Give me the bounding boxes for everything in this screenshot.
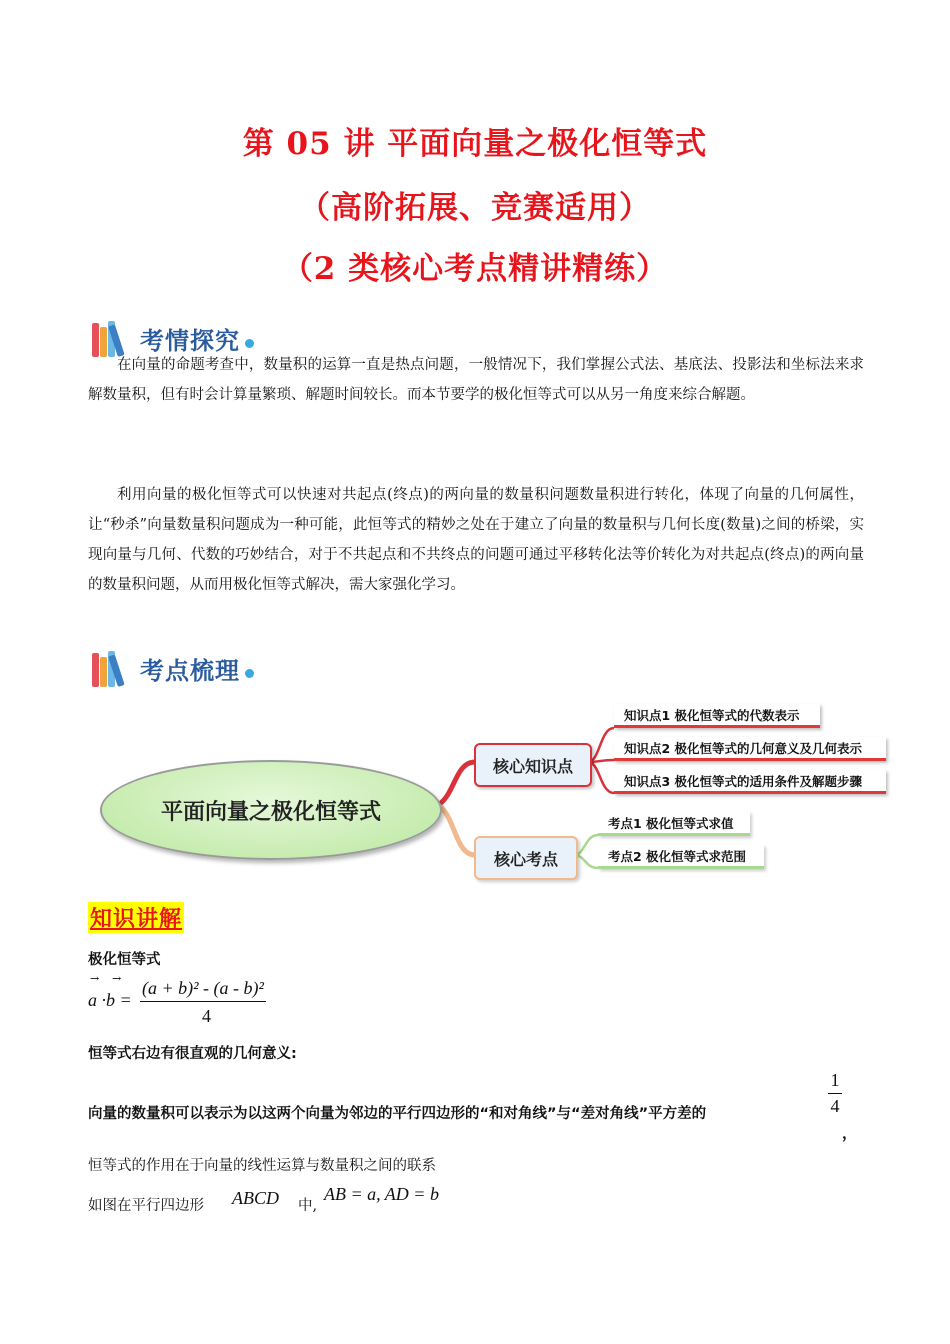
books-icon	[90, 649, 134, 687]
mindmap-branch-kaodian	[474, 836, 578, 880]
comma: ，	[842, 1124, 858, 1142]
mindmap-leaf: 考点1 极化恒等式求值	[598, 812, 750, 836]
mindmap-leaf: 知识点3 极化恒等式的适用条件及解题步骤	[614, 770, 886, 794]
dot-icon	[245, 669, 254, 678]
formula-heading: 极化恒等式	[88, 952, 161, 968]
knowledge-heading: 知识讲解	[88, 902, 184, 933]
mindmap-leaf: 知识点2 极化恒等式的几何意义及几何表示	[614, 737, 886, 761]
section-title-kaoqing: 考情探究	[140, 326, 240, 355]
fraction-one-quarter	[828, 1070, 842, 1117]
page-subtitle-2: （2 类核心考点精讲精练）	[281, 251, 669, 287]
mindmap-branch-knowledge-label: 核心知识点	[492, 756, 573, 776]
mindmap-root	[100, 760, 442, 860]
polarization-formula	[88, 972, 348, 1028]
example-condition: AB = a, AD = b	[324, 1184, 439, 1204]
intro-paragraph-1: 在向量的命题考查中，数量积的运算一直是热点问题，一般情况下，我们掌握公式法、基底法、投影法和坐标法来求解数量积，但有时会计算量繁琐、解题时间较长。而本节要学的极化恒等式可以从另一角度来综合解题。	[88, 357, 864, 403]
role-text: 恒等式的作用在于向量的线性运算与数量积之间的联系	[88, 1158, 436, 1174]
section-header-kaodian	[90, 646, 254, 690]
intro-paragraph-2: 利用向量的极化恒等式可以快速对共起点(终点)的两向量的数量积问题数量积进行转化，体现了向量的几何属性，让“秒杀”向量数量积问题成为一种可能，此恒等式的精妙之处在于建立了向量的数量积与几何长度(数量)之间的桥梁，实现向量与几何、代数的巧妙结合，对于不共起点和不共终点的问题可通过平移转化法等价转化为对共起点(终点)的两向量的数量积问题，从而用极化恒等式解决，需大家强化学习。	[88, 487, 864, 593]
vector-arrow-icon: →	[90, 972, 100, 985]
example-shape: ABCD	[232, 1188, 279, 1208]
mindmap-root-label: 平面向量之极化恒等式	[160, 799, 381, 825]
formula-denominator: 4	[202, 1006, 211, 1026]
mindmap-branch-knowledge	[474, 743, 592, 787]
page-title: 第 05 讲 平面向量之极化恒等式	[242, 126, 708, 162]
mindmap-leaf: 知识点1 极化恒等式的代数表示	[614, 704, 820, 728]
example-mid: 中,	[298, 1198, 318, 1214]
formula-left-side: a ·b =	[88, 990, 132, 1010]
section-title-kaodian: 考点梳理	[140, 656, 240, 685]
geometric-meaning-label: 恒等式右边有很直观的几何意义:	[88, 1046, 297, 1062]
example-prefix: 如图在平行四边形	[88, 1198, 204, 1214]
formula-numerator: (a + b)² - (a - b)²	[140, 978, 266, 1002]
mindmap-branch-kaodian-label: 核心考点	[493, 849, 558, 869]
fraction-numerator: 1	[830, 1070, 840, 1090]
dot-icon	[245, 339, 254, 348]
vector-arrow-icon: →	[112, 972, 122, 985]
geometric-meaning-text: 向量的数量积可以表示为以这两个向量为邻边的平行四边形的“和对角线”与“差对角线”平方差的	[88, 1106, 707, 1122]
fraction-denominator: 4	[830, 1096, 840, 1116]
page-subtitle-1: （高阶拓展、竞赛适用）	[299, 190, 651, 226]
mindmap-leaf: 考点2 极化恒等式求范围	[598, 845, 764, 869]
